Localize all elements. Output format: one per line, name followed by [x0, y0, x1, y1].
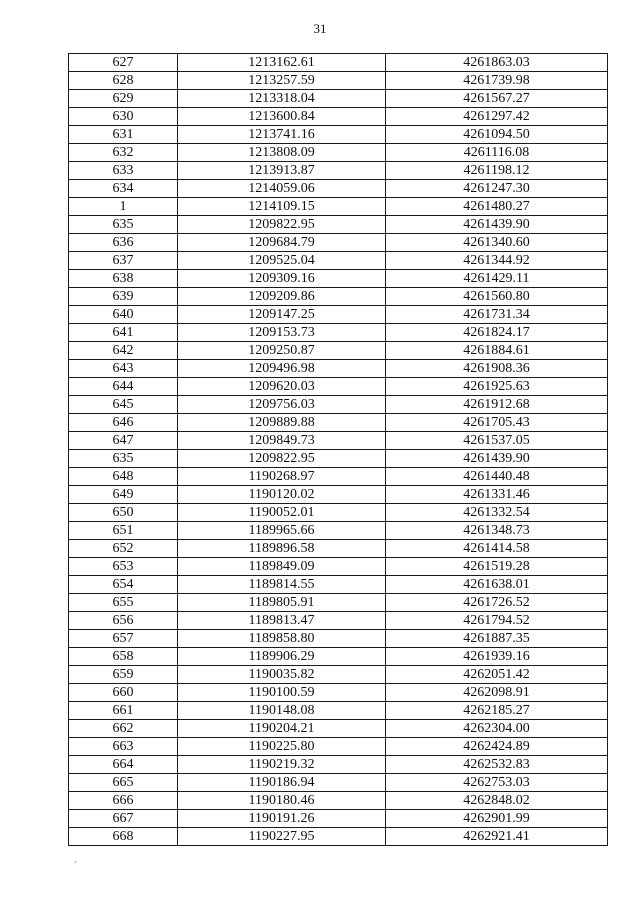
x-coordinate-cell: 1190268.97 [178, 468, 386, 486]
point-number-cell: 639 [69, 288, 178, 306]
x-coordinate-cell: 1209849.73 [178, 432, 386, 450]
table-body [69, 54, 608, 846]
x-coordinate-cell: 1209153.73 [178, 324, 386, 342]
y-coordinate-cell: 4261332.54 [386, 504, 608, 522]
point-number-cell: 661 [69, 702, 178, 720]
y-coordinate-cell: 4261560.80 [386, 288, 608, 306]
y-coordinate-cell: 4261439.90 [386, 450, 608, 468]
table-row [69, 540, 608, 558]
table-row [69, 738, 608, 756]
x-coordinate-cell: 1189814.55 [178, 576, 386, 594]
x-coordinate-cell: 1209684.79 [178, 234, 386, 252]
table-row [69, 774, 608, 792]
point-number-cell: 635 [69, 450, 178, 468]
point-number-cell: 648 [69, 468, 178, 486]
x-coordinate-cell: 1213741.16 [178, 126, 386, 144]
table-row [69, 90, 608, 108]
x-coordinate-cell: 1209525.04 [178, 252, 386, 270]
x-coordinate-cell: 1189965.66 [178, 522, 386, 540]
point-number-cell: 663 [69, 738, 178, 756]
point-number-cell: 664 [69, 756, 178, 774]
y-coordinate-cell: 4262921.41 [386, 828, 608, 846]
point-number-cell: 636 [69, 234, 178, 252]
table-row [69, 54, 608, 72]
x-coordinate-cell: 1190180.46 [178, 792, 386, 810]
y-coordinate-cell: 4261331.46 [386, 486, 608, 504]
table-row [69, 828, 608, 846]
table-row [69, 252, 608, 270]
y-coordinate-cell: 4262051.42 [386, 666, 608, 684]
table-row [69, 162, 608, 180]
x-coordinate-cell: 1209496.98 [178, 360, 386, 378]
x-coordinate-cell: 1190225.80 [178, 738, 386, 756]
table-row [69, 216, 608, 234]
x-coordinate-cell: 1189805.91 [178, 594, 386, 612]
table-row [69, 72, 608, 90]
y-coordinate-cell: 4261439.90 [386, 216, 608, 234]
point-number-cell: 635 [69, 216, 178, 234]
point-number-cell: 660 [69, 684, 178, 702]
point-number-cell: 651 [69, 522, 178, 540]
table-row [69, 630, 608, 648]
x-coordinate-cell: 1214109.15 [178, 198, 386, 216]
x-coordinate-cell: 1190219.32 [178, 756, 386, 774]
point-number-cell: 642 [69, 342, 178, 360]
x-coordinate-cell: 1213913.87 [178, 162, 386, 180]
table-row [69, 594, 608, 612]
y-coordinate-cell: 4262901.99 [386, 810, 608, 828]
y-coordinate-cell: 4261794.52 [386, 612, 608, 630]
table-row [69, 792, 608, 810]
point-number-cell: 640 [69, 306, 178, 324]
y-coordinate-cell: 4261340.60 [386, 234, 608, 252]
table-row [69, 684, 608, 702]
y-coordinate-cell: 4261297.42 [386, 108, 608, 126]
y-coordinate-cell: 4261824.17 [386, 324, 608, 342]
point-number-cell: 633 [69, 162, 178, 180]
y-coordinate-cell: 4261344.92 [386, 252, 608, 270]
x-coordinate-cell: 1209620.03 [178, 378, 386, 396]
table-row [69, 360, 608, 378]
x-coordinate-cell: 1214059.06 [178, 180, 386, 198]
point-number-cell: 657 [69, 630, 178, 648]
page-number: 31 [313, 21, 327, 36]
table-row [69, 756, 608, 774]
y-coordinate-cell: 4261705.43 [386, 414, 608, 432]
y-coordinate-cell: 4261094.50 [386, 126, 608, 144]
x-coordinate-cell: 1190035.82 [178, 666, 386, 684]
point-number-cell: 652 [69, 540, 178, 558]
table-row [69, 198, 608, 216]
y-coordinate-cell: 4261731.34 [386, 306, 608, 324]
y-coordinate-cell: 4261567.27 [386, 90, 608, 108]
table-row [69, 432, 608, 450]
x-coordinate-cell: 1213257.59 [178, 72, 386, 90]
x-coordinate-cell: 1190052.01 [178, 504, 386, 522]
table-row [69, 576, 608, 594]
point-number-cell: 666 [69, 792, 178, 810]
x-coordinate-cell: 1190148.08 [178, 702, 386, 720]
y-coordinate-cell: 4261480.27 [386, 198, 608, 216]
x-coordinate-cell: 1190204.21 [178, 720, 386, 738]
x-coordinate-cell: 1189906.29 [178, 648, 386, 666]
point-number-cell: 659 [69, 666, 178, 684]
x-coordinate-cell: 1213162.61 [178, 54, 386, 72]
y-coordinate-cell: 4261348.73 [386, 522, 608, 540]
x-coordinate-cell: 1213600.84 [178, 108, 386, 126]
y-coordinate-cell: 4262098.91 [386, 684, 608, 702]
table-row [69, 504, 608, 522]
x-coordinate-cell: 1209756.03 [178, 396, 386, 414]
y-coordinate-cell: 4261925.63 [386, 378, 608, 396]
point-number-cell: 638 [69, 270, 178, 288]
point-number-cell: 632 [69, 144, 178, 162]
x-coordinate-cell: 1189858.80 [178, 630, 386, 648]
x-coordinate-cell: 1209147.25 [178, 306, 386, 324]
y-coordinate-cell: 4261884.61 [386, 342, 608, 360]
point-number-cell: 629 [69, 90, 178, 108]
x-coordinate-cell: 1213318.04 [178, 90, 386, 108]
table-row [69, 144, 608, 162]
x-coordinate-cell: 1209822.95 [178, 450, 386, 468]
point-number-cell: 630 [69, 108, 178, 126]
x-coordinate-cell: 1190120.02 [178, 486, 386, 504]
table-row [69, 486, 608, 504]
table-row [69, 810, 608, 828]
point-number-cell: 631 [69, 126, 178, 144]
scan-artifact-mark: ` [74, 860, 77, 870]
table-row [69, 468, 608, 486]
y-coordinate-cell: 4261414.58 [386, 540, 608, 558]
point-number-cell: 634 [69, 180, 178, 198]
y-coordinate-cell: 4261519.28 [386, 558, 608, 576]
y-coordinate-cell: 4261908.36 [386, 360, 608, 378]
x-coordinate-cell: 1190191.26 [178, 810, 386, 828]
table-row [69, 270, 608, 288]
y-coordinate-cell: 4261198.12 [386, 162, 608, 180]
point-number-cell: 644 [69, 378, 178, 396]
x-coordinate-cell: 1209250.87 [178, 342, 386, 360]
point-number-cell: 646 [69, 414, 178, 432]
table-row [69, 180, 608, 198]
point-number-cell: 627 [69, 54, 178, 72]
x-coordinate-cell: 1213808.09 [178, 144, 386, 162]
point-number-cell: 658 [69, 648, 178, 666]
x-coordinate-cell: 1189896.58 [178, 540, 386, 558]
y-coordinate-cell: 4261739.98 [386, 72, 608, 90]
point-number-cell: 637 [69, 252, 178, 270]
x-coordinate-cell: 1190186.94 [178, 774, 386, 792]
y-coordinate-cell: 4261726.52 [386, 594, 608, 612]
point-number-cell: 653 [69, 558, 178, 576]
table-row [69, 666, 608, 684]
point-number-cell: 667 [69, 810, 178, 828]
point-number-cell: 649 [69, 486, 178, 504]
table-row [69, 126, 608, 144]
y-coordinate-cell: 4262848.02 [386, 792, 608, 810]
x-coordinate-cell: 1209209.86 [178, 288, 386, 306]
table-row [69, 342, 608, 360]
point-number-cell: 654 [69, 576, 178, 594]
table-row [69, 324, 608, 342]
table-row [69, 234, 608, 252]
point-number-cell: 656 [69, 612, 178, 630]
point-number-cell: 655 [69, 594, 178, 612]
y-coordinate-cell: 4261116.08 [386, 144, 608, 162]
point-number-cell: 662 [69, 720, 178, 738]
point-number-cell: 665 [69, 774, 178, 792]
y-coordinate-cell: 4261440.48 [386, 468, 608, 486]
y-coordinate-cell: 4262424.89 [386, 738, 608, 756]
table-row [69, 702, 608, 720]
x-coordinate-cell: 1190100.59 [178, 684, 386, 702]
y-coordinate-cell: 4262532.83 [386, 756, 608, 774]
point-number-cell: 645 [69, 396, 178, 414]
point-number-cell: 650 [69, 504, 178, 522]
table-row [69, 648, 608, 666]
y-coordinate-cell: 4262185.27 [386, 702, 608, 720]
table-row [69, 378, 608, 396]
x-coordinate-cell: 1209889.88 [178, 414, 386, 432]
y-coordinate-cell: 4261537.05 [386, 432, 608, 450]
y-coordinate-cell: 4261939.16 [386, 648, 608, 666]
table-row [69, 612, 608, 630]
y-coordinate-cell: 4261429.11 [386, 270, 608, 288]
y-coordinate-cell: 4262304.00 [386, 720, 608, 738]
point-number-cell: 668 [69, 828, 178, 846]
table-row [69, 522, 608, 540]
x-coordinate-cell: 1190227.95 [178, 828, 386, 846]
coordinates-table [68, 53, 608, 846]
table-row [69, 450, 608, 468]
x-coordinate-cell: 1189849.09 [178, 558, 386, 576]
y-coordinate-cell: 4261247.30 [386, 180, 608, 198]
y-coordinate-cell: 4261912.68 [386, 396, 608, 414]
point-number-cell: 647 [69, 432, 178, 450]
y-coordinate-cell: 4261863.03 [386, 54, 608, 72]
table-row [69, 558, 608, 576]
y-coordinate-cell: 4261887.35 [386, 630, 608, 648]
x-coordinate-cell: 1209822.95 [178, 216, 386, 234]
table-row [69, 306, 608, 324]
table-row [69, 108, 608, 126]
point-number-cell: 643 [69, 360, 178, 378]
point-number-cell: 628 [69, 72, 178, 90]
table-row [69, 720, 608, 738]
table-row [69, 396, 608, 414]
y-coordinate-cell: 4262753.03 [386, 774, 608, 792]
x-coordinate-cell: 1189813.47 [178, 612, 386, 630]
table-row [69, 288, 608, 306]
table-row [69, 414, 608, 432]
y-coordinate-cell: 4261638.01 [386, 576, 608, 594]
x-coordinate-cell: 1209309.16 [178, 270, 386, 288]
point-number-cell: 641 [69, 324, 178, 342]
point-number-cell: 1 [69, 198, 178, 216]
